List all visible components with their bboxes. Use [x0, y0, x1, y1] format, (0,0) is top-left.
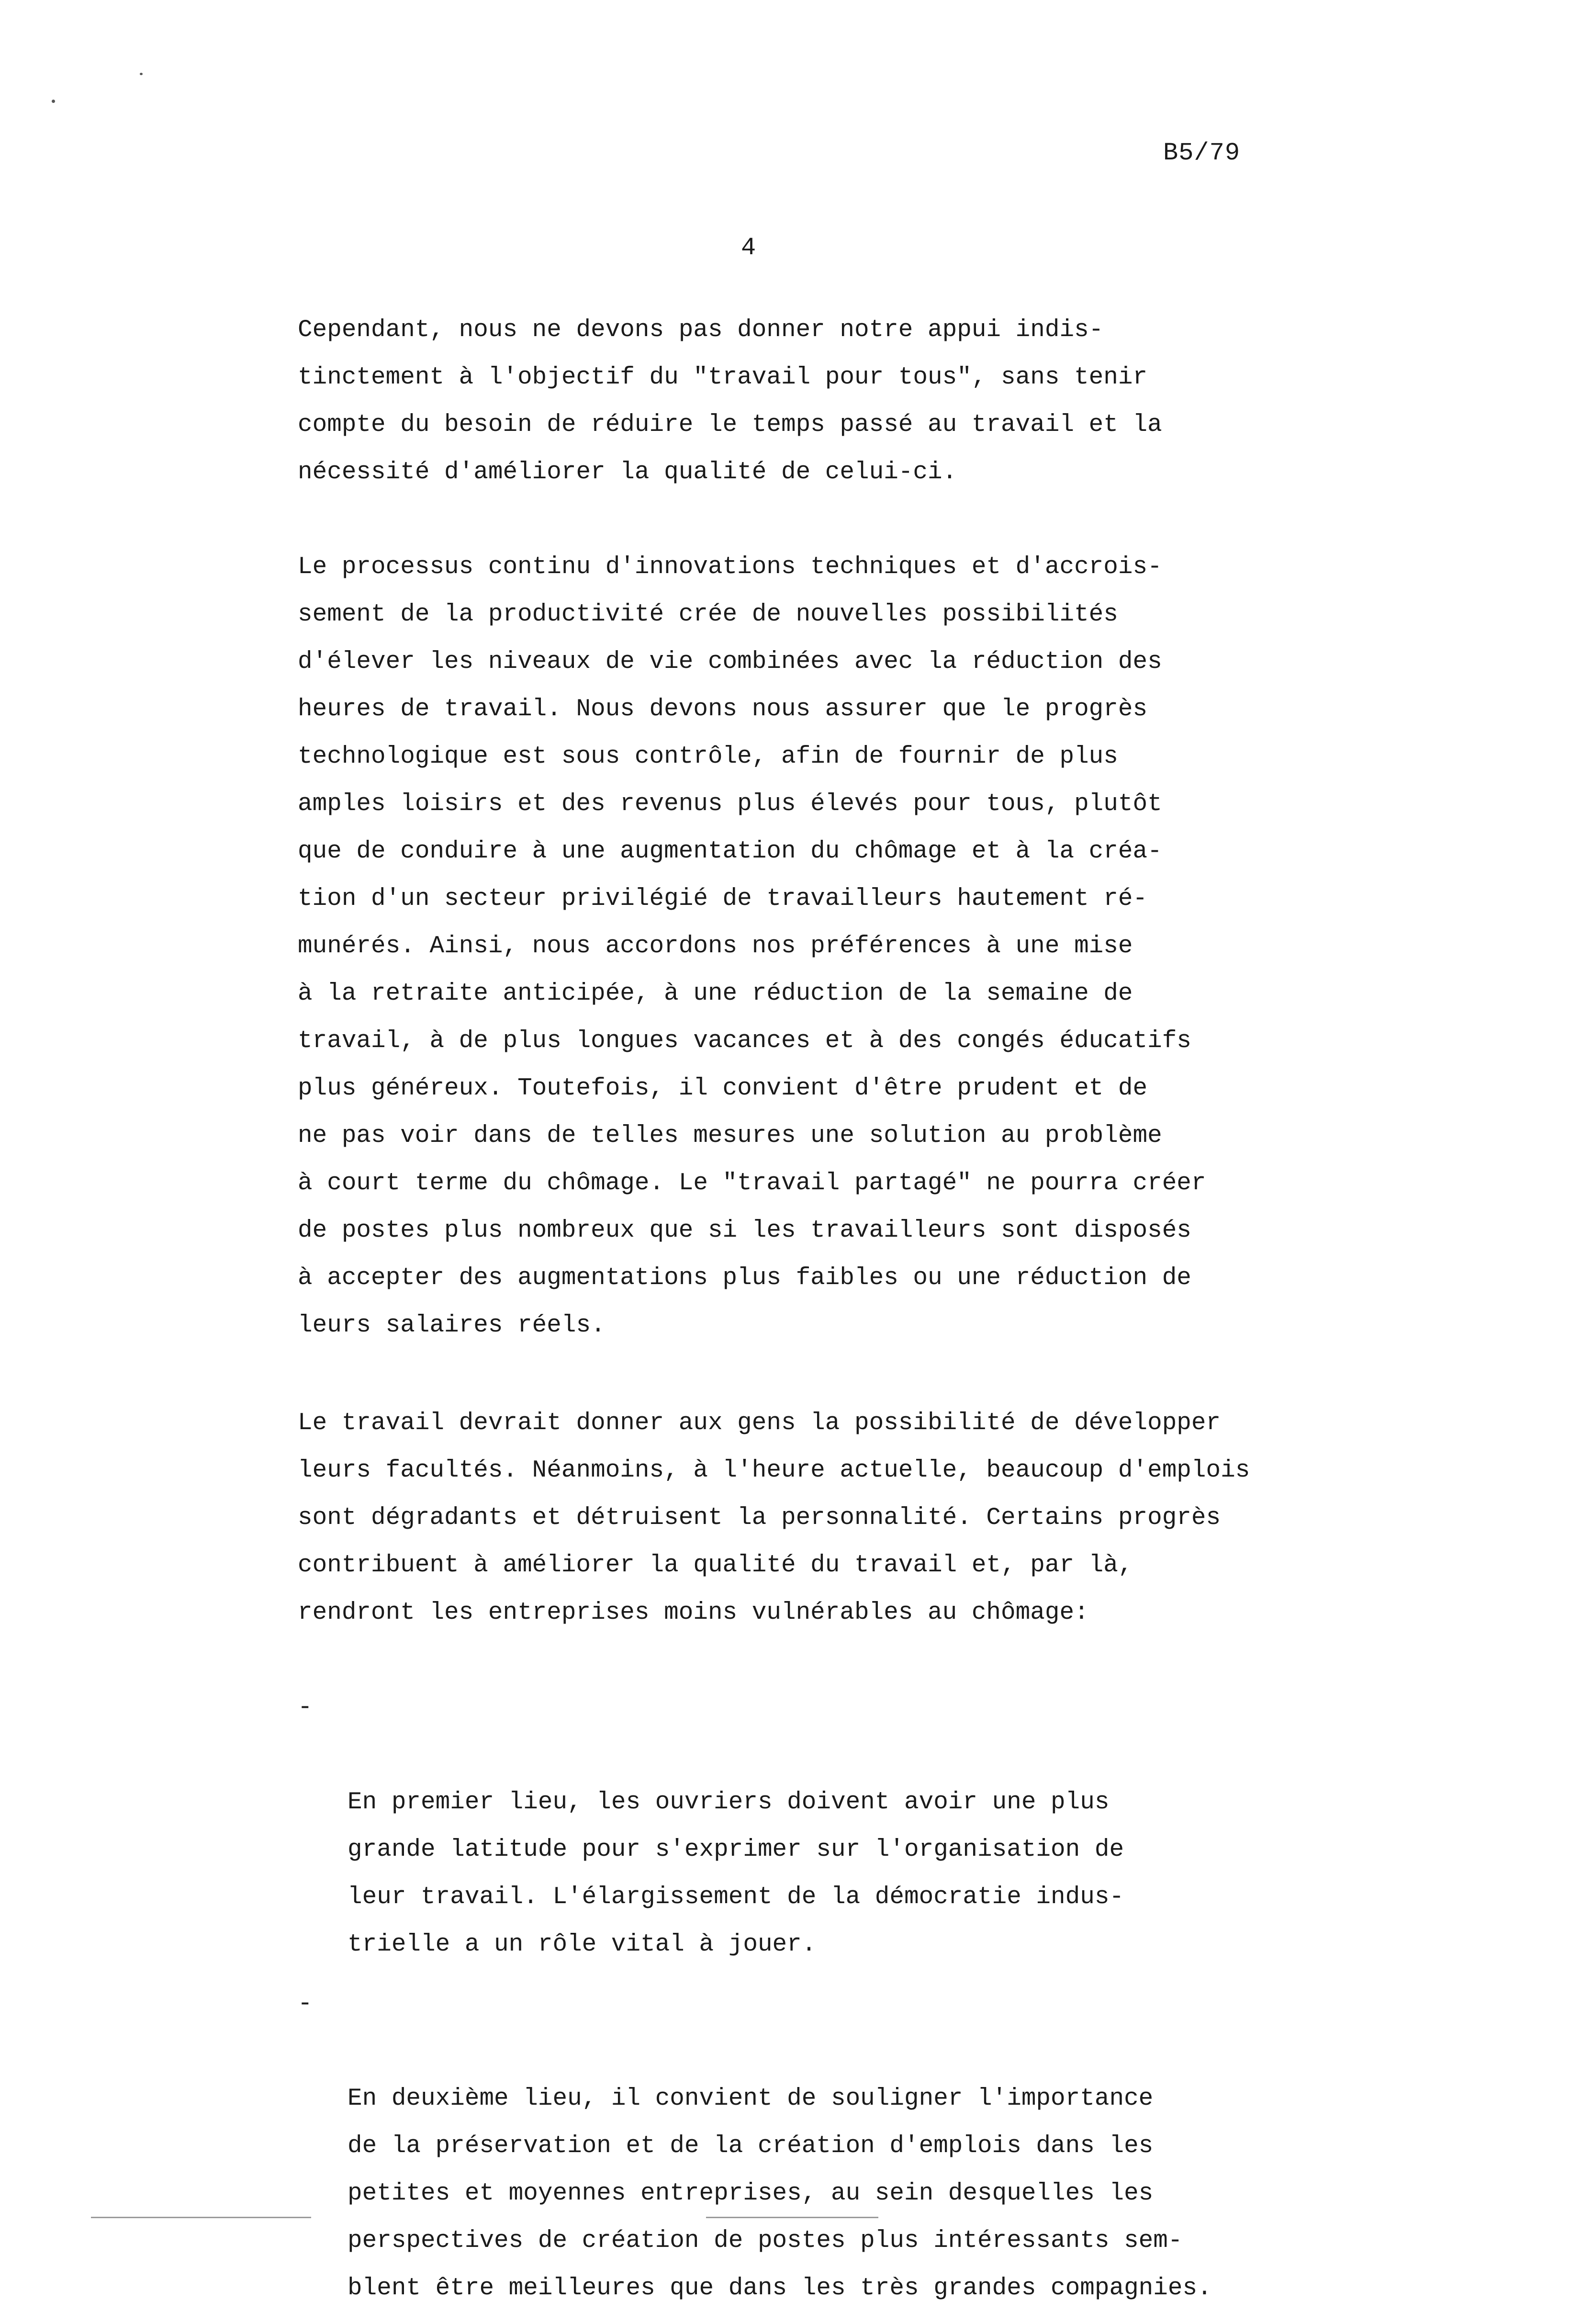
paragraph: Cependant, nous ne devons pas donner notre appui indis- tinctement à l'objectif du "travail pour tous", sans tenir compte du besoin de réduire le temps passé au travail et la nécessité d'améliorer la qualité de celui-ci. — [298, 316, 1162, 486]
list-item — [298, 1684, 1447, 1968]
scan-edge-line — [91, 2217, 311, 2218]
body-text — [298, 306, 1447, 2324]
list-item-text: En deuxième lieu, il convient de souligner l'importance de la préservation et de la création d'emplois dans les petites et moyennes entreprises, au sein desquelles les perspectives de création de postes plus intéressants sem- blent être meilleures que dans les très grandes compagnies. — [348, 2085, 1212, 2302]
scan-speck — [52, 100, 55, 103]
scan-speck — [140, 73, 143, 75]
paragraph: Le travail devrait donner aux gens la possibilité de développer leurs facultés. Néanmoins, à l'heure actuelle, beaucoup d'emplois sont dégradants et détruisent la personnalité. Certains progrès contribuent à améliorer la qualité du travail et, par là, rendront les entreprises moins vulnérables au chômage: — [298, 1410, 1250, 1626]
scan-edge-line — [706, 2217, 878, 2218]
page-number: 4 — [741, 234, 756, 262]
bullet-marker: - — [298, 1694, 313, 1721]
document-reference: B5/79 — [1163, 139, 1241, 167]
list-item-text: En premier lieu, les ouvriers doivent avoir une plus grande latitude pour s'exprimer sur l'organisation de leur travail. L'élargissement de la démocratie indus- trielle a un rôle vital à jouer. — [348, 1789, 1124, 1958]
list-item — [298, 1980, 1447, 2312]
paragraph: Le processus continu d'innovations techniques et d'accrois- sement de la productivité crée de nouvelles possibilités d'élever les niveaux de vie combinées avec la réduction des heures de travail. Nous devons nous assurer que le progrès technologique est sous contrôle, afin de fournir de plus amples loisirs et des revenus plus élevés pour tous, plutôt que de conduire à une augmentation du chômage et à la créa- tion d'un secteur privilégié de travailleurs hautement ré- munérés. Ainsi, nous accordons nos préférences à une mise à la retraite anticipée, à une réduction de la semaine de travail, à de plus longues vacances et à des congés éducatifs plus généreux. Toutefois, il convient d'être prudent et de ne pas voir dans de telles mesures une solution au problème à court terme du chômage. Le "travail partagé" ne pourra créer de postes plus nombreux que si les travailleurs sont disposés à accepter des augmentations plus faibles ou une réduction de leurs salaires réels. — [298, 553, 1206, 1339]
bullet-marker: - — [298, 1990, 313, 2018]
